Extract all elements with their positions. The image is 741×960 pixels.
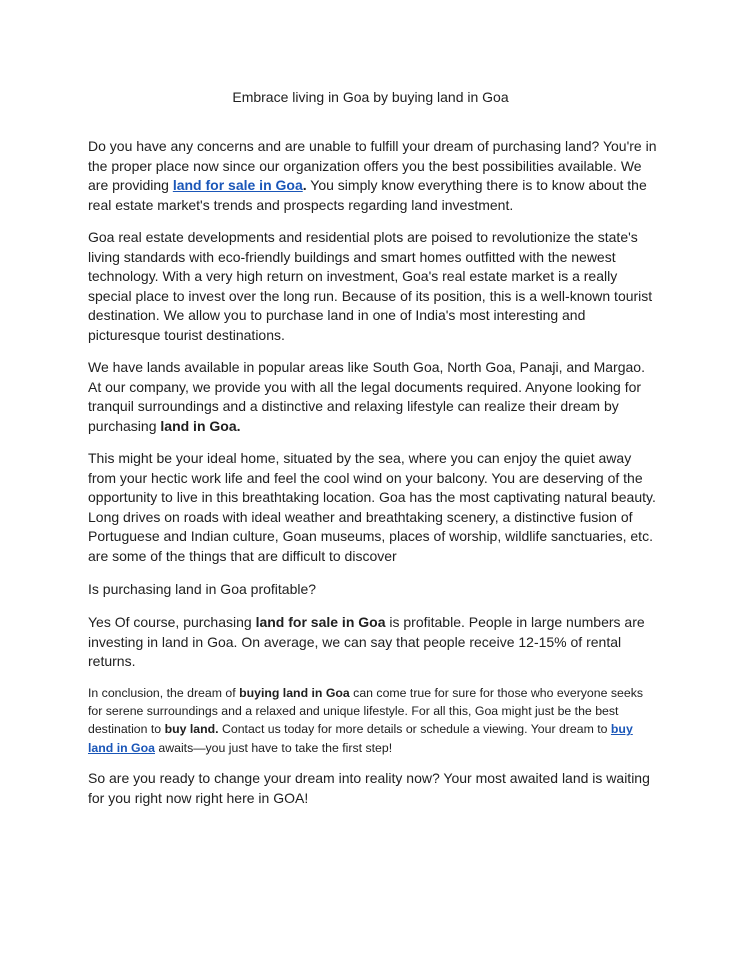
intro-paragraph <box>88 137 658 215</box>
buy-land-link[interactable]: buy land in Goa <box>88 722 633 755</box>
conclusion-paragraph <box>88 684 658 757</box>
conclusion-text-4: awaits—you just have to take the first step! <box>154 740 393 755</box>
ideal-home-paragraph: This might be your ideal home, situated by the sea, where you can enjoy the quiet away from your hectic work life and feel the cool wind on your balcony. You are deserving of the opportunity to live in this breathtaking location. Goa has the most captivating natural beauty. Long drives on roads with ideal weather and breathtaking scenery, a distinctive fusion of Portuguese and Indian culture, Goan museums, places of worship, wildlife sanctuaries, etc. are some of the things that are difficult to discover <box>88 450 656 564</box>
intro-period: . <box>302 177 307 193</box>
conclusion-text-2: can come true for sure for those who everyone seeks for serene surroundings and a relaxed and unique lifestyle. For all this, Goa might just be the best destination to <box>88 686 643 737</box>
profitable-bold: land for sale in Goa <box>255 614 386 630</box>
conclusion-text-3: Contact us today for more details or schedule a viewing. Your dream to <box>218 722 611 737</box>
closing-paragraph: So are you ready to change your dream into reality now? Your most awaited land is waiting for you right now right here in GOA! <box>88 770 650 806</box>
document-title: Embrace living in Goa by buying land in Goa <box>232 89 509 105</box>
areas-paragraph <box>88 358 658 436</box>
intro-text-1: Do you have any concerns and are unable to fulfill your dream of purchasing land? You're in the proper place now since our organization offers you the best possibilities available. We are providing <box>88 138 657 193</box>
question-heading: Is purchasing land in Goa profitable? <box>88 581 317 597</box>
conclusion-text-1: In conclusion, the dream of <box>88 686 240 700</box>
real-estate-paragraph: Goa real estate developments and residential plots are poised to revolutionize the state's living standards with eco-friendly buildings and smart homes outfitted with the newest technology. With a very high return on investment, Goa's real estate market is a really special place to invest over the long run. Because of its position, this is a well-known tourist destination. We allow you to purchase land in one of India's most interesting and picturesque tourist destinations. <box>88 229 653 343</box>
areas-bold: land in Goa. <box>160 417 241 434</box>
profitable-text-1: Yes Of course, purchasing <box>88 614 256 630</box>
intro-text-2: You simply know everything there is to know about the real estate market's trends and prospects regarding land investment. <box>88 177 647 213</box>
areas-text: We have lands available in popular areas like South Goa, North Goa, Panaji, and Margao. At our company, we provide you with all the legal documents required. Anyone looking for tranquil surroundings and a distinctive and relaxing lifestyle can realize their dream by purchasing <box>88 359 645 434</box>
profitable-text-2: is profitable. People in large numbers are investing in land in Goa. On average, we can say that people receive 12-15% of rental returns. <box>88 614 645 669</box>
profitable-paragraph <box>88 613 658 672</box>
conclusion-bold-2: buy land. <box>164 722 219 737</box>
land-for-sale-link[interactable]: land for sale in Goa <box>172 177 303 193</box>
conclusion-bold-1: buying land in Goa <box>239 686 350 700</box>
